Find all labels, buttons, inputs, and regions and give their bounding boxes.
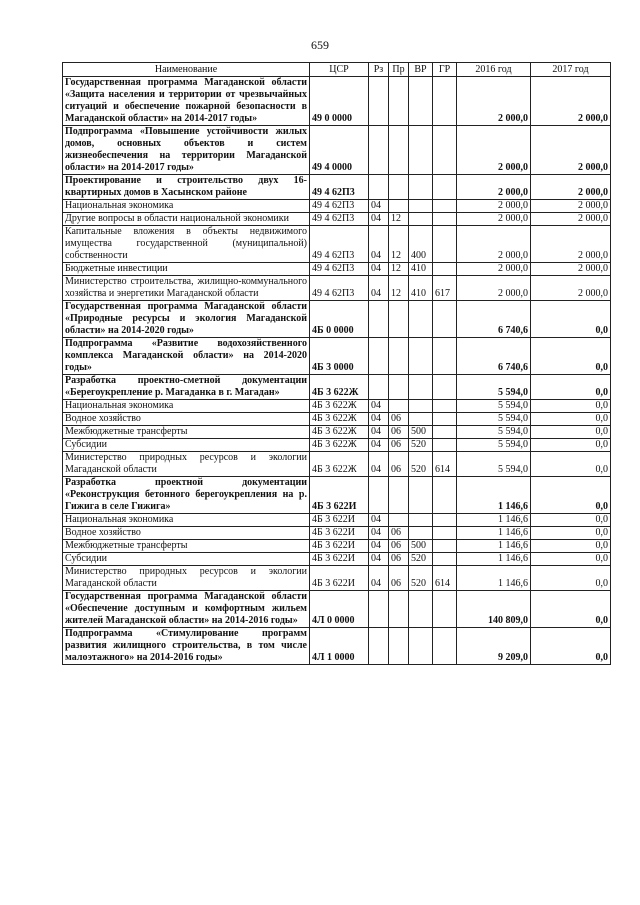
cell-rz: 04 (369, 226, 389, 263)
cell-2016: 6 740,6 (457, 338, 531, 375)
cell-vr (409, 413, 433, 426)
cell-2017: 0,0 (531, 477, 611, 514)
cell-2017: 2 000,0 (531, 276, 611, 301)
cell-rz (369, 77, 389, 126)
cell-pr (389, 477, 409, 514)
cell-pr: 06 (389, 527, 409, 540)
cell-2016: 5 594,0 (457, 375, 531, 400)
cell-name: Бюджетные инвестиции (63, 263, 310, 276)
cell-2017: 2 000,0 (531, 77, 611, 126)
cell-rz: 04 (369, 276, 389, 301)
cell-name: Проектирование и строительство двух 16-квартирных домов в Хасынском районе (63, 175, 310, 200)
cell-pr: 06 (389, 452, 409, 477)
cell-vr (409, 400, 433, 413)
cell-csr: 4Б 3 622Ж (310, 375, 369, 400)
cell-2017: 0,0 (531, 527, 611, 540)
cell-gr: 617 (433, 276, 457, 301)
cell-vr (409, 628, 433, 665)
cell-2017: 2 000,0 (531, 126, 611, 175)
cell-rz (369, 628, 389, 665)
cell-rz (369, 175, 389, 200)
header-csr: ЦСР (310, 63, 369, 77)
cell-gr (433, 540, 457, 553)
table-row (63, 540, 611, 553)
table-row (63, 439, 611, 452)
cell-rz: 04 (369, 439, 389, 452)
cell-vr: 520 (409, 566, 433, 591)
table-row (63, 263, 611, 276)
cell-csr: 4Б 3 0000 (310, 338, 369, 375)
cell-name: Подпрограмма «Развитие водохозяйственного комплекса Магаданской области» на 2014-2020 годы» (63, 338, 310, 375)
table-row (63, 276, 611, 301)
cell-vr: 520 (409, 452, 433, 477)
cell-gr (433, 126, 457, 175)
cell-name: Разработка проектно-сметной документации «Берегоукрепление р. Магаданка в г. Магадан» (63, 375, 310, 400)
header-vr: ВР (409, 63, 433, 77)
cell-rz: 04 (369, 263, 389, 276)
cell-csr: 4Б 3 622И (310, 477, 369, 514)
cell-name: Государственная программа Магаданской области «Обеспечение доступным и комфортным жильем жителей Магаданской области» на 2014-2016 годы» (63, 591, 310, 628)
cell-2017: 0,0 (531, 426, 611, 439)
cell-csr: 4Л 0 0000 (310, 591, 369, 628)
cell-pr: 12 (389, 213, 409, 226)
cell-2016: 2 000,0 (457, 226, 531, 263)
cell-name: Национальная экономика (63, 200, 310, 213)
cell-2017: 2 000,0 (531, 226, 611, 263)
table-row (63, 338, 611, 375)
cell-csr: 49 4 0000 (310, 126, 369, 175)
cell-csr: 4Б 3 622Ж (310, 400, 369, 413)
table-row (63, 628, 611, 665)
header-pr: Пр (389, 63, 409, 77)
cell-gr (433, 263, 457, 276)
cell-2016: 1 146,6 (457, 514, 531, 527)
table-row (63, 200, 611, 213)
header-rz: Рз (369, 63, 389, 77)
cell-2017: 0,0 (531, 514, 611, 527)
cell-rz: 04 (369, 514, 389, 527)
cell-pr (389, 514, 409, 527)
table-row (63, 553, 611, 566)
page-number: 659 (311, 38, 329, 52)
cell-csr: 4Б 3 622И (310, 514, 369, 527)
cell-pr: 06 (389, 566, 409, 591)
cell-gr (433, 226, 457, 263)
cell-gr (433, 413, 457, 426)
cell-gr (433, 77, 457, 126)
cell-rz: 04 (369, 540, 389, 553)
cell-gr (433, 439, 457, 452)
cell-vr: 410 (409, 276, 433, 301)
cell-2016: 2 000,0 (457, 77, 531, 126)
cell-rz: 04 (369, 200, 389, 213)
cell-2016: 9 209,0 (457, 628, 531, 665)
table-row (63, 413, 611, 426)
cell-2016: 2 000,0 (457, 200, 531, 213)
cell-csr: 49 4 62П3 (310, 200, 369, 213)
cell-name: Министерство строительства, жилищно-коммунального хозяйства и энергетики Магаданской области (63, 276, 310, 301)
cell-gr (433, 591, 457, 628)
cell-2017: 2 000,0 (531, 200, 611, 213)
cell-csr: 49 4 62П3 (310, 263, 369, 276)
table-row (63, 426, 611, 439)
table-row (63, 514, 611, 527)
cell-csr: 49 4 62П3 (310, 213, 369, 226)
cell-csr: 4Б 3 622Ж (310, 413, 369, 426)
header-gr: ГР (433, 63, 457, 77)
cell-vr (409, 514, 433, 527)
cell-csr: 4Б 3 622Ж (310, 426, 369, 439)
cell-vr: 520 (409, 439, 433, 452)
cell-vr (409, 175, 433, 200)
cell-csr: 49 0 0000 (310, 77, 369, 126)
cell-vr: 500 (409, 426, 433, 439)
cell-vr: 410 (409, 263, 433, 276)
table-row (63, 591, 611, 628)
cell-rz: 04 (369, 213, 389, 226)
cell-csr: 4Б 3 622И (310, 527, 369, 540)
cell-vr (409, 477, 433, 514)
cell-2016: 5 594,0 (457, 413, 531, 426)
cell-2016: 1 146,6 (457, 540, 531, 553)
cell-pr (389, 77, 409, 126)
cell-pr: 06 (389, 439, 409, 452)
cell-2017: 0,0 (531, 439, 611, 452)
cell-csr: 4Б 3 622И (310, 553, 369, 566)
cell-gr: 614 (433, 452, 457, 477)
cell-rz: 04 (369, 452, 389, 477)
cell-vr: 520 (409, 553, 433, 566)
header-2016: 2016 год (457, 63, 531, 77)
table-row (63, 126, 611, 175)
cell-name: Национальная экономика (63, 400, 310, 413)
cell-vr (409, 200, 433, 213)
cell-rz (369, 477, 389, 514)
cell-2017: 0,0 (531, 553, 611, 566)
cell-gr (433, 514, 457, 527)
cell-pr (389, 200, 409, 213)
cell-csr: 4Л 1 0000 (310, 628, 369, 665)
cell-pr: 12 (389, 276, 409, 301)
table-row (63, 566, 611, 591)
cell-pr: 12 (389, 226, 409, 263)
cell-2016: 2 000,0 (457, 213, 531, 226)
cell-csr: 49 4 62П3 (310, 276, 369, 301)
table-row (63, 527, 611, 540)
cell-pr: 06 (389, 553, 409, 566)
cell-gr (433, 213, 457, 226)
cell-2017: 0,0 (531, 452, 611, 477)
table-row (63, 400, 611, 413)
cell-name: Разработка проектной документации «Реконструкция бетонного берегоукрепления на р. Гижига в селе Гижига» (63, 477, 310, 514)
cell-csr: 49 4 62П3 (310, 175, 369, 200)
budget-table (62, 62, 611, 665)
cell-name: Государственная программа Магаданской области «Защита населения и территории от чрезвычайных ситуаций и обеспечение пожарной безопасности в Магаданской области» на 2014-2017 годы» (63, 77, 310, 126)
cell-vr (409, 77, 433, 126)
cell-name: Капитальные вложения в объекты недвижимого имущества государственной (муниципальной) собственности (63, 226, 310, 263)
cell-rz (369, 591, 389, 628)
cell-gr (433, 375, 457, 400)
cell-gr (433, 553, 457, 566)
cell-name: Водное хозяйство (63, 413, 310, 426)
cell-2016: 2 000,0 (457, 126, 531, 175)
cell-name: Межбюджетные трансферты (63, 426, 310, 439)
cell-name: Министерство природных ресурсов и экологии Магаданской области (63, 452, 310, 477)
cell-2016: 1 146,6 (457, 527, 531, 540)
cell-name: Другие вопросы в области национальной экономики (63, 213, 310, 226)
cell-2016: 2 000,0 (457, 263, 531, 276)
cell-2017: 0,0 (531, 413, 611, 426)
cell-gr (433, 527, 457, 540)
cell-gr (433, 301, 457, 338)
cell-vr (409, 213, 433, 226)
cell-csr: 4Б 0 0000 (310, 301, 369, 338)
cell-name: Межбюджетные трансферты (63, 540, 310, 553)
table-row (63, 375, 611, 400)
cell-2017: 0,0 (531, 338, 611, 375)
cell-name: Подпрограмма «Стимулирование программ развития жилищного строительства, в том числе малоэтажного» на 2014-2016 годы» (63, 628, 310, 665)
table-header-row (63, 63, 611, 77)
table-row (63, 175, 611, 200)
cell-vr: 400 (409, 226, 433, 263)
cell-name: Государственная программа Магаданской области «Природные ресурсы и экология Магаданской области» на 2014-2020 годы» (63, 301, 310, 338)
cell-rz (369, 338, 389, 375)
header-name: Наименование (63, 63, 310, 77)
cell-rz: 04 (369, 527, 389, 540)
cell-2016: 5 594,0 (457, 400, 531, 413)
cell-rz: 04 (369, 426, 389, 439)
cell-name: Субсидии (63, 553, 310, 566)
cell-2017: 0,0 (531, 301, 611, 338)
table-row (63, 477, 611, 514)
cell-pr (389, 175, 409, 200)
cell-pr (389, 628, 409, 665)
cell-2017: 2 000,0 (531, 175, 611, 200)
cell-pr (389, 375, 409, 400)
cell-2016: 2 000,0 (457, 175, 531, 200)
cell-gr (433, 477, 457, 514)
cell-pr (389, 338, 409, 375)
cell-csr: 4Б 3 622И (310, 540, 369, 553)
cell-pr: 06 (389, 413, 409, 426)
cell-vr (409, 527, 433, 540)
cell-vr (409, 301, 433, 338)
table-row (63, 452, 611, 477)
table-row (63, 77, 611, 126)
cell-rz (369, 375, 389, 400)
cell-gr (433, 400, 457, 413)
table-row (63, 213, 611, 226)
cell-name: Подпрограмма «Повышение устойчивости жилых домов, основных объектов и систем жизнеобеспечения на территории Магаданской области» на 2014-2017 годы» (63, 126, 310, 175)
cell-rz: 04 (369, 553, 389, 566)
cell-2016: 1 146,6 (457, 566, 531, 591)
cell-name: Национальная экономика (63, 514, 310, 527)
cell-gr (433, 426, 457, 439)
cell-2017: 2 000,0 (531, 263, 611, 276)
cell-rz (369, 301, 389, 338)
cell-2016: 140 809,0 (457, 591, 531, 628)
cell-2017: 0,0 (531, 400, 611, 413)
header-2017: 2017 год (531, 63, 611, 77)
cell-vr (409, 338, 433, 375)
cell-csr: 4Б 3 622Ж (310, 452, 369, 477)
cell-csr: 4Б 3 622И (310, 566, 369, 591)
cell-rz: 04 (369, 400, 389, 413)
cell-2017: 0,0 (531, 566, 611, 591)
cell-pr (389, 591, 409, 628)
cell-2017: 0,0 (531, 375, 611, 400)
cell-2016: 1 146,6 (457, 553, 531, 566)
cell-gr (433, 175, 457, 200)
table-row (63, 226, 611, 263)
cell-2017: 0,0 (531, 591, 611, 628)
cell-2016: 6 740,6 (457, 301, 531, 338)
cell-2016: 5 594,0 (457, 426, 531, 439)
cell-rz: 04 (369, 413, 389, 426)
cell-name: Водное хозяйство (63, 527, 310, 540)
cell-2017: 0,0 (531, 540, 611, 553)
cell-pr: 12 (389, 263, 409, 276)
cell-2017: 0,0 (531, 628, 611, 665)
cell-pr (389, 301, 409, 338)
cell-pr (389, 400, 409, 413)
cell-2016: 1 146,6 (457, 477, 531, 514)
cell-name: Субсидии (63, 439, 310, 452)
cell-2016: 2 000,0 (457, 276, 531, 301)
cell-pr: 06 (389, 540, 409, 553)
cell-2017: 2 000,0 (531, 213, 611, 226)
cell-rz (369, 126, 389, 175)
cell-vr (409, 126, 433, 175)
cell-gr: 614 (433, 566, 457, 591)
cell-pr: 06 (389, 426, 409, 439)
cell-gr (433, 338, 457, 375)
cell-2016: 5 594,0 (457, 439, 531, 452)
cell-name: Министерство природных ресурсов и экологии Магаданской области (63, 566, 310, 591)
cell-vr (409, 591, 433, 628)
cell-gr (433, 628, 457, 665)
cell-gr (433, 200, 457, 213)
cell-csr: 49 4 62П3 (310, 226, 369, 263)
table-row (63, 301, 611, 338)
cell-2016: 5 594,0 (457, 452, 531, 477)
cell-pr (389, 126, 409, 175)
cell-vr (409, 375, 433, 400)
cell-vr: 500 (409, 540, 433, 553)
table-body (63, 77, 611, 665)
cell-csr: 4Б 3 622Ж (310, 439, 369, 452)
cell-rz: 04 (369, 566, 389, 591)
